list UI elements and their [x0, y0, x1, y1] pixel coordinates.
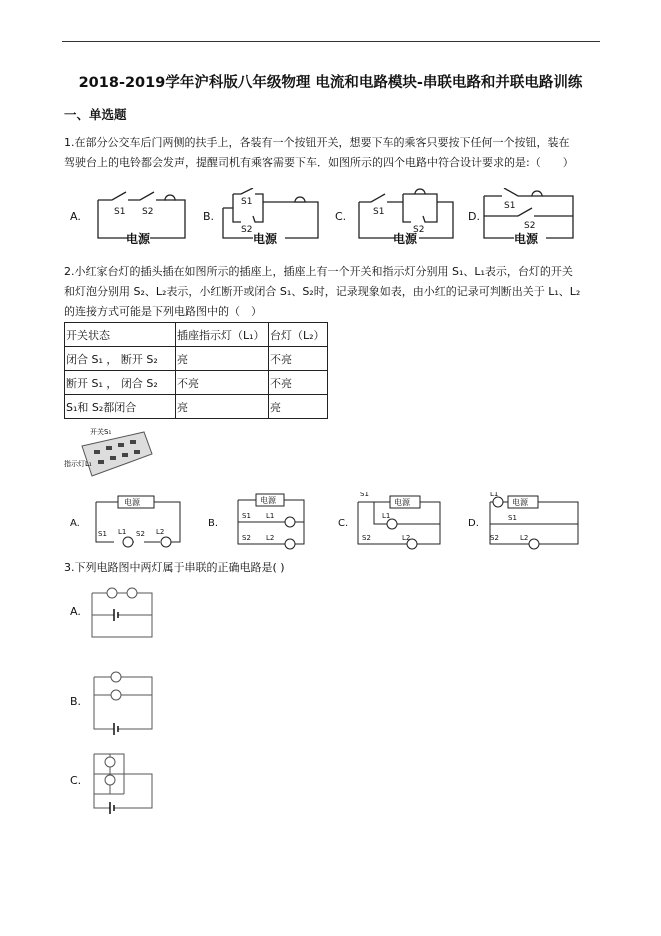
svg-text:S2: S2: [241, 225, 253, 235]
svg-text:S2: S2: [362, 534, 371, 542]
option-label: C.: [70, 774, 82, 787]
table-header: 台灯（L₂）: [269, 323, 328, 347]
q3-circuit-c: [88, 748, 158, 818]
section-heading: 一、单选题: [64, 107, 127, 122]
table-row: [65, 395, 328, 419]
q1-option-c[interactable]: [335, 189, 453, 246]
svg-text:S2: S2: [136, 530, 145, 538]
q2-option-d[interactable]: [468, 492, 578, 549]
svg-text:S2: S2: [142, 207, 154, 217]
svg-text:S1: S1: [504, 201, 516, 211]
svg-text:电源: 电源: [126, 232, 151, 246]
table-cell: 不亮: [269, 347, 328, 371]
page-title: 2018-2019学年沪科版八年级物理 电流和电路模块-串联电路和并联电路训练: [78, 75, 583, 91]
svg-text:S1: S1: [242, 512, 251, 520]
svg-text:指示灯L₁: 指示灯L₁: [64, 460, 92, 468]
table-cell: S₁和 S₂都闭合: [65, 395, 176, 419]
q1-line1: 1.在部分公交车后门两侧的扶手上，各装有一个按钮开关，想要下车的乘客只要按下任何一个按钮，装在: [64, 136, 570, 149]
q1-line2: 驾驶台上的电铃都会发声，提醒司机有乘客需要下车．如图所示的四个电路中符合设计要求的是:（ ）: [64, 156, 574, 169]
table-cell: 断开 S₁ ， 闭合 S₂: [65, 371, 176, 395]
svg-text:A.: A.: [70, 210, 81, 223]
table-cell: 不亮: [269, 371, 328, 395]
table-cell: 亮: [176, 347, 269, 371]
svg-text:S1: S1: [114, 207, 126, 217]
table-header: 插座指示灯（L₁）: [176, 323, 269, 347]
svg-text:S2: S2: [413, 225, 425, 235]
observation-table: [64, 322, 328, 419]
option-label: B.: [70, 695, 82, 708]
question-3-text: 3.下列电路图中两灯属于串联的正确电路是( ): [64, 561, 285, 574]
table-row: [65, 347, 328, 371]
svg-text:电源: 电源: [393, 232, 418, 246]
svg-text:B.: B.: [208, 518, 219, 529]
table-cell: 闭合 S₁ ， 断开 S₂: [65, 347, 176, 371]
svg-text:开关S₁: 开关S₁: [90, 428, 112, 436]
svg-text:S1: S1: [373, 207, 385, 217]
svg-text:电源: 电源: [512, 498, 528, 507]
q2-line3: 的连接方式可能是下列电路图中的（ ）: [64, 305, 262, 318]
svg-text:B.: B.: [203, 210, 215, 223]
svg-text:电源: 电源: [124, 498, 140, 507]
table-header-row: [65, 323, 328, 347]
q2-line1: 2.小红家台灯的插头插在如图所示的插座上，插座上有一个开关和指示灯分别用 S₁、L₁表示，台灯的开关: [64, 265, 573, 278]
svg-text:L1: L1: [266, 512, 275, 520]
q2-options: [70, 492, 610, 558]
svg-text:L2: L2: [266, 534, 275, 542]
q2-option-a[interactable]: [70, 496, 180, 547]
q1-option-d[interactable]: [468, 188, 573, 246]
header-rule: [62, 41, 600, 42]
svg-text:D.: D.: [468, 210, 480, 223]
svg-text:L1: L1: [118, 528, 127, 536]
svg-text:L1: L1: [382, 512, 391, 520]
q1-option-b[interactable]: [203, 188, 318, 246]
svg-text:C.: C.: [338, 518, 349, 529]
question-1-text: [64, 133, 604, 173]
svg-text:S2: S2: [242, 534, 251, 542]
svg-text:S1: S1: [360, 492, 369, 498]
q2-circuit-diagrams: [70, 492, 610, 554]
svg-text:电源: 电源: [253, 232, 278, 246]
power-strip-image: [64, 424, 154, 490]
q3-circuit-b: [88, 667, 158, 737]
q2-option-c[interactable]: [338, 492, 440, 549]
q2-option-b[interactable]: [208, 494, 304, 549]
svg-text:S2: S2: [524, 221, 536, 231]
svg-text:L2: L2: [156, 528, 165, 536]
svg-text:S1: S1: [241, 197, 253, 207]
q1-options: [70, 188, 610, 254]
svg-text:L2: L2: [402, 534, 411, 542]
svg-text:C.: C.: [335, 210, 347, 223]
svg-text:电源: 电源: [394, 498, 410, 507]
svg-text:A.: A.: [70, 518, 80, 529]
svg-text:电源: 电源: [514, 232, 539, 246]
q1-option-a[interactable]: [70, 192, 185, 246]
svg-text:S1: S1: [98, 530, 107, 538]
svg-text:S1: S1: [508, 514, 517, 522]
q3-circuit-a: [88, 585, 158, 645]
q1-circuit-diagrams: [70, 188, 610, 250]
svg-text:电源: 电源: [260, 496, 276, 505]
svg-text:S2: S2: [490, 534, 499, 542]
table-cell: 亮: [269, 395, 328, 419]
q2-line2: 和灯泡分别用 S₂、L₂表示，小红断开或闭合 S₁、S₂时，记录现象如表，由小红的记录可判断出关于 L₁、L₂: [64, 285, 581, 298]
table-cell: 亮: [176, 395, 269, 419]
svg-text:L2: L2: [520, 534, 529, 542]
option-label: A.: [70, 605, 81, 618]
question-2-text: [64, 262, 604, 322]
table-header: 开关状态: [65, 323, 176, 347]
table-cell: 不亮: [176, 371, 269, 395]
table-row: [65, 371, 328, 395]
svg-text:L1: L1: [490, 492, 499, 498]
svg-text:D.: D.: [468, 518, 479, 529]
power-strip-photo: [64, 424, 154, 494]
